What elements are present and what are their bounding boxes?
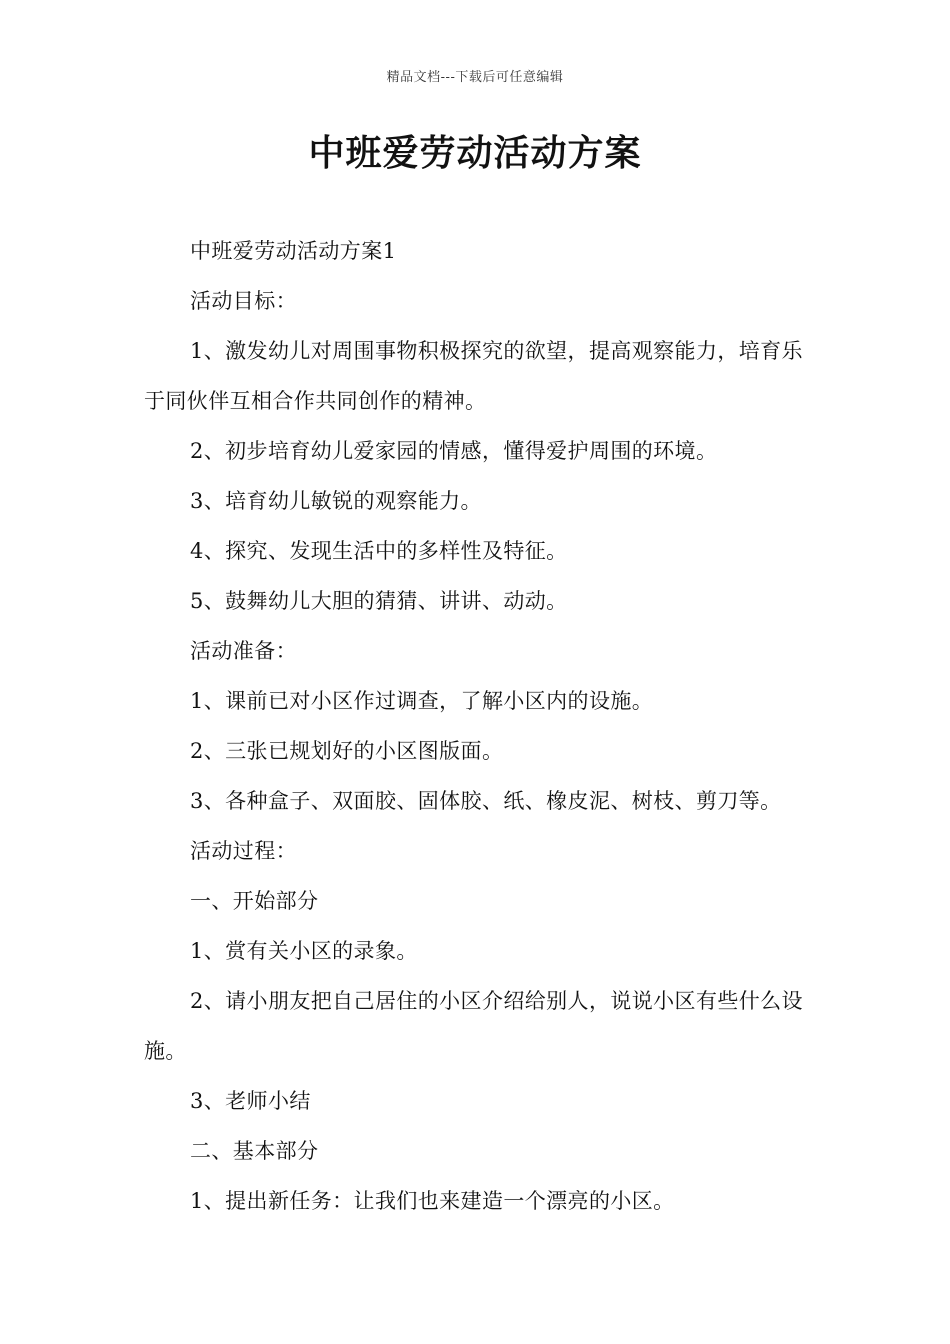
paragraph: 2、初步培育幼儿爱家园的情感，懂得爱护周围的环境。 <box>190 439 718 463</box>
paragraph: 活动过程： <box>190 839 297 863</box>
document-body <box>144 226 808 1226</box>
paragraph: 1、提出新任务：让我们也来建造一个漂亮的小区。 <box>190 1189 675 1213</box>
paragraph: 一、开始部分 <box>190 889 319 913</box>
paragraph: 2、三张已规划好的小区图版面。 <box>190 739 504 763</box>
paragraph: 3、老师小结 <box>190 1089 311 1113</box>
paragraph: 2、请小朋友把自己居住的小区介绍给别人，说说小区有些什么设施。 <box>144 989 803 1063</box>
page-header: 精品文档---下载后可任意编辑 <box>386 70 564 85</box>
paragraph: 5、鼓舞幼儿大胆的猜猜、讲讲、动动。 <box>190 589 568 613</box>
paragraph: 1、课前已对小区作过调查，了解小区内的设施。 <box>190 689 654 713</box>
paragraph: 4、探究、发现生活中的多样性及特征。 <box>190 539 568 563</box>
document-title: 中班爱劳动活动方案 <box>308 132 642 174</box>
paragraph: 活动目标： <box>190 289 297 313</box>
paragraph: 1、赏有关小区的录象。 <box>190 939 418 963</box>
paragraph: 中班爱劳动活动方案1 <box>190 239 397 263</box>
paragraph: 3、培育幼儿敏锐的观察能力。 <box>190 489 482 513</box>
paragraph: 1、激发幼儿对周围事物积极探究的欲望，提高观察能力，培育乐于同伙伴互相合作共同创作的精神。 <box>144 339 803 413</box>
paragraph: 二、基本部分 <box>190 1139 319 1163</box>
paragraph: 3、各种盒子、双面胶、固体胶、纸、橡皮泥、树枝、剪刀等。 <box>190 789 782 813</box>
paragraph: 活动准备： <box>190 639 297 663</box>
